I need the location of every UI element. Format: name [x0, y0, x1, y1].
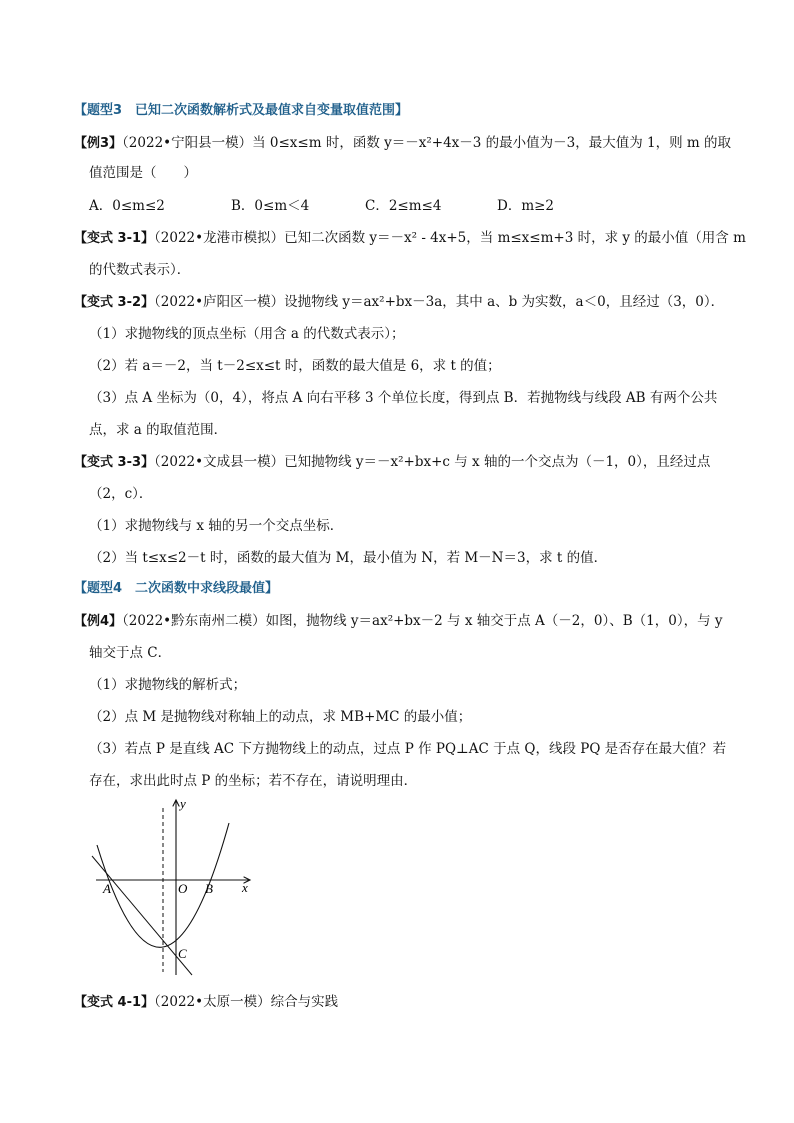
variant-3-1-tag: 【变式 3-1】 — [74, 231, 155, 246]
variant-3-3-q2: （2）当 t≤x≤2－t 时，函数的最大值为 M，最小值为 N，若 M－N＝3，求 t 的值． — [89, 550, 608, 566]
example-4-q3-line-1: （3）若点 P 是直线 AC 下方抛物线上的动点，过点 P 作 PQ⊥AC 于点 Q，线段 PQ 是否存在最大值？若 — [89, 741, 727, 757]
example-3-option-a: A．0≤m≤2 — [89, 198, 165, 214]
label-c: C — [178, 946, 187, 961]
variant-3-1-text-1: （2022•龙港市模拟）已知二次函数 y＝－x² - 4x+5，当 m≤x≤m+3 时，求 y 的最小值（用含 m — [154, 230, 746, 246]
example-3-tag: 【例3】 — [74, 136, 123, 151]
variant-3-2-q3-line-1: （3）点 A 坐标为（0，4），将点 A 向右平移 3 个单位长度，得到点 B．若抛物线与线段 AB 有两个公共 — [89, 390, 718, 406]
variant-4-1-text: （2022•太原一模）综合与实践 — [154, 994, 339, 1010]
variant-4-1-line — [74, 993, 338, 1012]
variant-3-2-q1: （1）求抛物线的顶点坐标（用含 a 的代数式表示）； — [89, 326, 405, 342]
example-3-line-1 — [74, 134, 731, 153]
section-3-heading: 【题型3 已知二次函数解析式及最值求自变量取值范围】 — [74, 103, 409, 118]
variant-3-3-line-1 — [74, 453, 710, 472]
example-3-option-d: D．m≥2 — [497, 198, 555, 214]
variant-3-1-line-1 — [74, 229, 746, 248]
variant-3-3-tag: 【变式 3-3】 — [74, 455, 155, 470]
example-4-line-1 — [74, 612, 723, 631]
variant-3-3-line-2: （2，c）． — [89, 486, 153, 502]
example-4-q1: （1）求抛物线的解析式； — [89, 677, 247, 693]
variant-4-1-tag: 【变式 4-1】 — [74, 995, 155, 1010]
section-4-heading: 【题型4 二次函数中求线段最值】 — [74, 581, 279, 596]
variant-3-3-text-1: （2022•文成县一模）已知抛物线 y＝－x²+bx+c 与 x 轴的一个交点为（－1，0），且经过点 — [154, 454, 711, 470]
variant-3-2-tag: 【变式 3-2】 — [74, 295, 155, 310]
parabola-figure — [86, 795, 256, 980]
label-x: x — [242, 880, 248, 895]
label-o: O — [178, 881, 188, 896]
variant-3-1-line-2: 的代数式表示）． — [89, 262, 191, 278]
example-3-line-2: 值范围是（ ） — [89, 165, 197, 181]
example-3-text-1: （2022•宁阳县一模）当 0≤x≤m 时，函数 y＝－x²+4x－3 的最小值为－3，最大值为 1，则 m 的取 — [122, 135, 732, 151]
label-y: y — [180, 796, 186, 811]
example-4-text-1: （2022•黔东南州二模）如图，抛物线 y＝ax²+bx－2 与 x 轴交于点 A（－2，0）、B（1，0），与 y — [122, 613, 723, 629]
example-3-option-b: B．0≤m＜4 — [231, 198, 310, 214]
example-4-q3-line-2: 存在，求出此时点 P 的坐标；若不存在，请说明理由． — [89, 773, 418, 789]
example-4-tag: 【例4】 — [74, 614, 123, 629]
variant-3-2-line-1 — [74, 293, 724, 312]
label-a: A — [103, 881, 111, 896]
variant-3-2-text-1: （2022•庐阳区一模）设抛物线 y＝ax²+bx－3a，其中 a、b 为实数，a＜0，且经过（3，0）． — [154, 294, 725, 310]
variant-3-2-q3-line-2: 点，求 a 的取值范围． — [89, 422, 228, 438]
example-3-option-c: C．2≤m≤4 — [365, 198, 442, 214]
variant-3-3-q1: （1）求抛物线与 x 轴的另一个交点坐标． — [89, 518, 344, 534]
variant-3-2-q2: （2）若 a＝－2，当 t－2≤x≤t 时，函数的最大值是 6，求 t 的值； — [89, 358, 501, 374]
example-4-q2: （2）点 M 是抛物线对称轴上的动点，求 MB+MC 的最小值； — [89, 709, 472, 725]
label-b: B — [205, 881, 213, 896]
example-4-line-2: 轴交于点 C． — [89, 645, 172, 661]
